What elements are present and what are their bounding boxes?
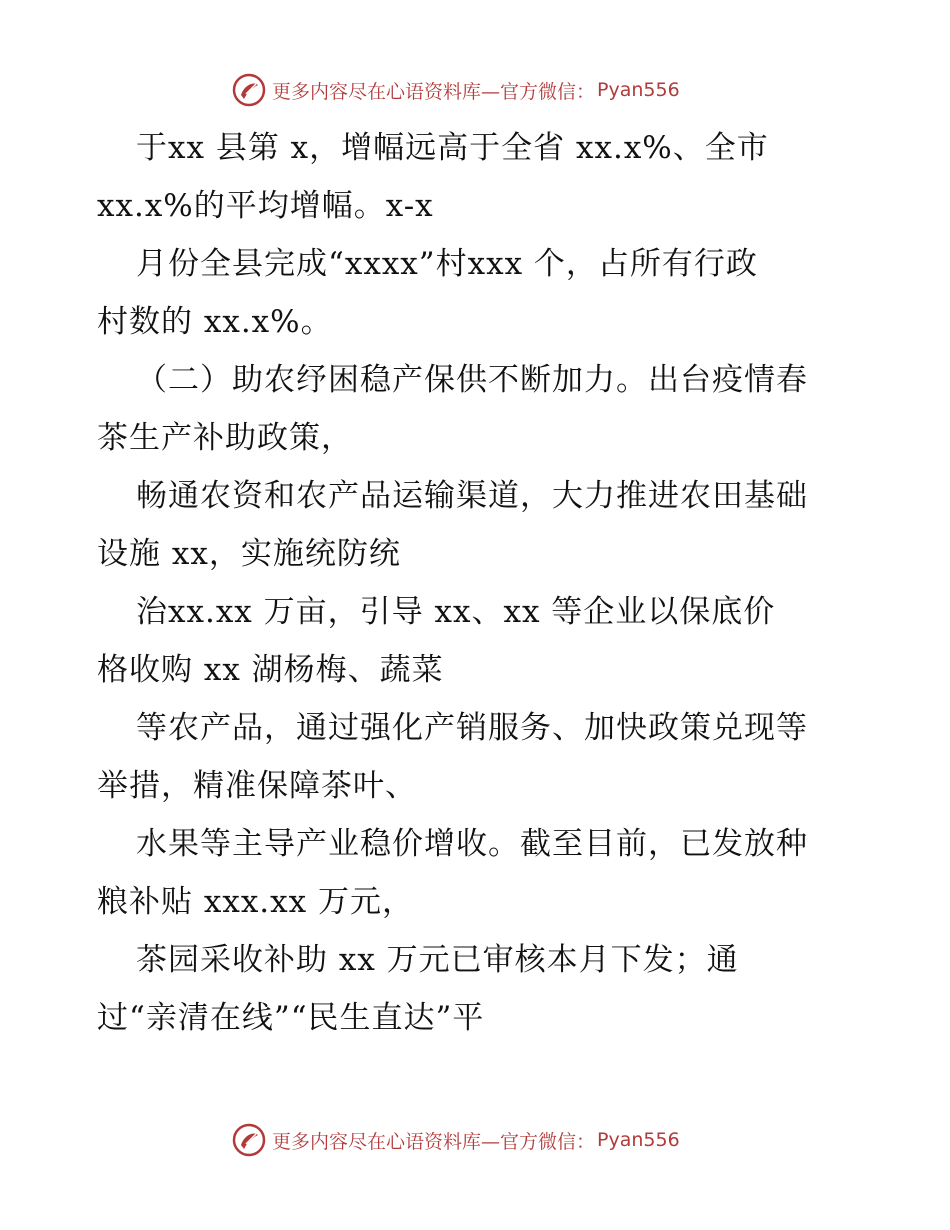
- body-line: 畅通农资和农产品运输渠道，大力推进农田基础: [136, 478, 808, 514]
- body-line: 举措，精准保障茶叶、: [97, 768, 417, 804]
- body-line: 粮补贴 xxx.xx 万元，: [97, 884, 414, 920]
- body-line: 治xx.xx 万亩，引导 xx、xx 等企业以保底价: [136, 594, 776, 630]
- body-line: 等农产品，通过强化产销服务、加快政策兑现等: [136, 710, 808, 746]
- body-line: 水果等主导产业稳价增收。截至目前，已发放种: [136, 826, 808, 862]
- footer-wechat-id: Pyan556: [597, 1129, 680, 1151]
- header-wechat-id: Pyan556: [597, 79, 680, 101]
- brand-logo-icon: [232, 1123, 266, 1157]
- header-banner: [232, 72, 680, 108]
- section-heading-line: （二）助农纾困稳产保供不断加力。出台疫情春: [136, 362, 808, 398]
- body-line: 于xx 县第 x，增幅远高于全省 xx.x%、全市: [136, 130, 769, 166]
- body-line: xx.x%的平均增幅。x-x: [97, 188, 434, 224]
- header-banner-text: 更多内容尽在心语资料库—官方微信：: [272, 80, 596, 103]
- body-line: 过“亲清在线”“民生直达”平: [97, 1000, 485, 1036]
- footer-banner-text: 更多内容尽在心语资料库—官方微信：: [272, 1130, 596, 1153]
- body-line: 茶园采收补助 xx 万元已审核本月下发；通: [136, 942, 739, 978]
- footer-banner: [232, 1122, 680, 1158]
- body-line: 格收购 xx 湖杨梅、蔬菜: [97, 652, 444, 688]
- body-line: 村数的 xx.x%。: [97, 304, 333, 340]
- brand-logo-icon: [232, 73, 266, 107]
- body-line: 茶生产补助政策，: [97, 420, 353, 456]
- body-line: 设施 xx，实施统防统: [97, 536, 401, 572]
- body-line: 月份全县完成“xxxx”村xxx 个，占所有行政: [136, 246, 758, 282]
